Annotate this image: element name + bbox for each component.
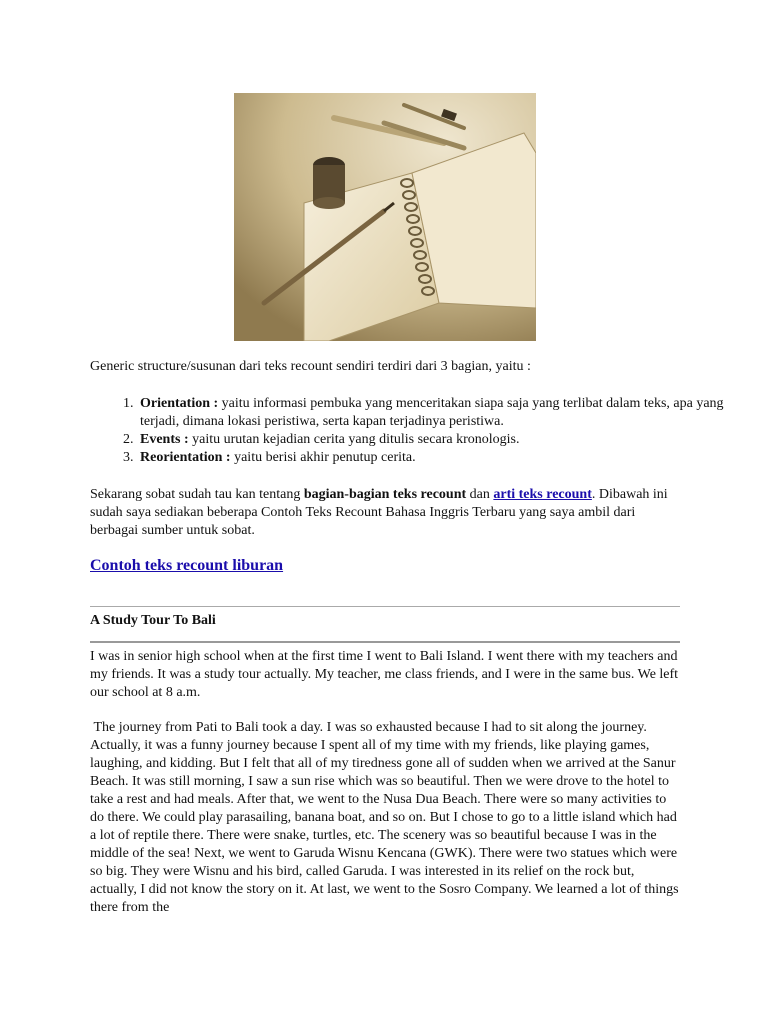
- structure-desc: yaitu urutan kejadian cerita yang ditulis secara kronologis.: [188, 432, 520, 447]
- divider: [90, 606, 680, 607]
- story-paragraph: I was in senior high school when at the first time I went to Bali Island. I went there with my teachers and my friends. It was a study tour actually. My teacher, me class friends, and I were in the same bus. We left our school at 8 a.m.: [90, 649, 679, 700]
- closing-text: . Dibawah ini sudah saya sediakan beberapa Contoh Teks Recount Bahasa Inggris Terbaru yang saya ambil dari berbagai sumber untuk sobat.: [90, 487, 668, 538]
- structure-intro: Generic structure/susunan dari teks recount sendiri terdiri dari 3 bagian, yaitu :: [90, 359, 531, 374]
- list-item: [137, 431, 727, 449]
- list-item: [137, 395, 727, 431]
- structure-term: Reorientation :: [140, 450, 231, 465]
- closing-text: Sekarang sobat sudah tau kan tentang: [90, 487, 304, 502]
- divider: [90, 641, 680, 643]
- structure-term: Events :: [140, 432, 189, 447]
- story-title: A Study Tour To Bali: [90, 613, 216, 628]
- list-item: [137, 449, 727, 467]
- closing-paragraph: [90, 486, 680, 540]
- closing-bold: bagian-bagian teks recount: [303, 487, 467, 502]
- structure-desc: yaitu informasi pembuka yang menceritakan siapa saja yang terlibat dalam teks, apa yang terjadi, dimana lokasi peristiwa, serta kapan terjadinya peristiwa.: [140, 396, 724, 429]
- structure-list: [90, 395, 727, 467]
- structure-desc: yaitu berisi akhir penutup cerita.: [230, 450, 416, 465]
- arti-teks-recount-link[interactable]: arti teks recount: [493, 487, 592, 502]
- section-link[interactable]: Contoh teks recount liburan: [90, 557, 284, 574]
- story-paragraph: The journey from Pati to Bali took a day. I was so exhausted because I had to sit along the journey. Actually, it was a funny journey because I spent all of my time with my friends, like playing games, laughing, and kidding. But I felt that all of my tiredness gone all of sudden when we arrived at the Sanur Beach. It was still morning, I saw a sun rise which was so beautiful. Then we were drove to the hotel to take a rest and had meals. After that, we went to the Nusa Dua Beach. There were so many activities to do there. We could play parasailing, banana boat, and so on. But I chose to go to a little island which had a lot of reptile there. There were snake, turtles, etc. The scenery was so beautiful because I was in the middle of the sea! Next, we went to Garuda Wisnu Kencana (GWK). There were two statues which were so big. They were Wisnu and his bird, called Garuda. I was interested in its relief on the rock but, actually, I did not know the story on it. At last, we went to the Sosro Company. We learned a lot of things there from the: [90, 720, 683, 915]
- notebook-photo: [234, 93, 536, 341]
- structure-term: Orientation :: [140, 396, 219, 411]
- closing-text: dan: [466, 487, 494, 502]
